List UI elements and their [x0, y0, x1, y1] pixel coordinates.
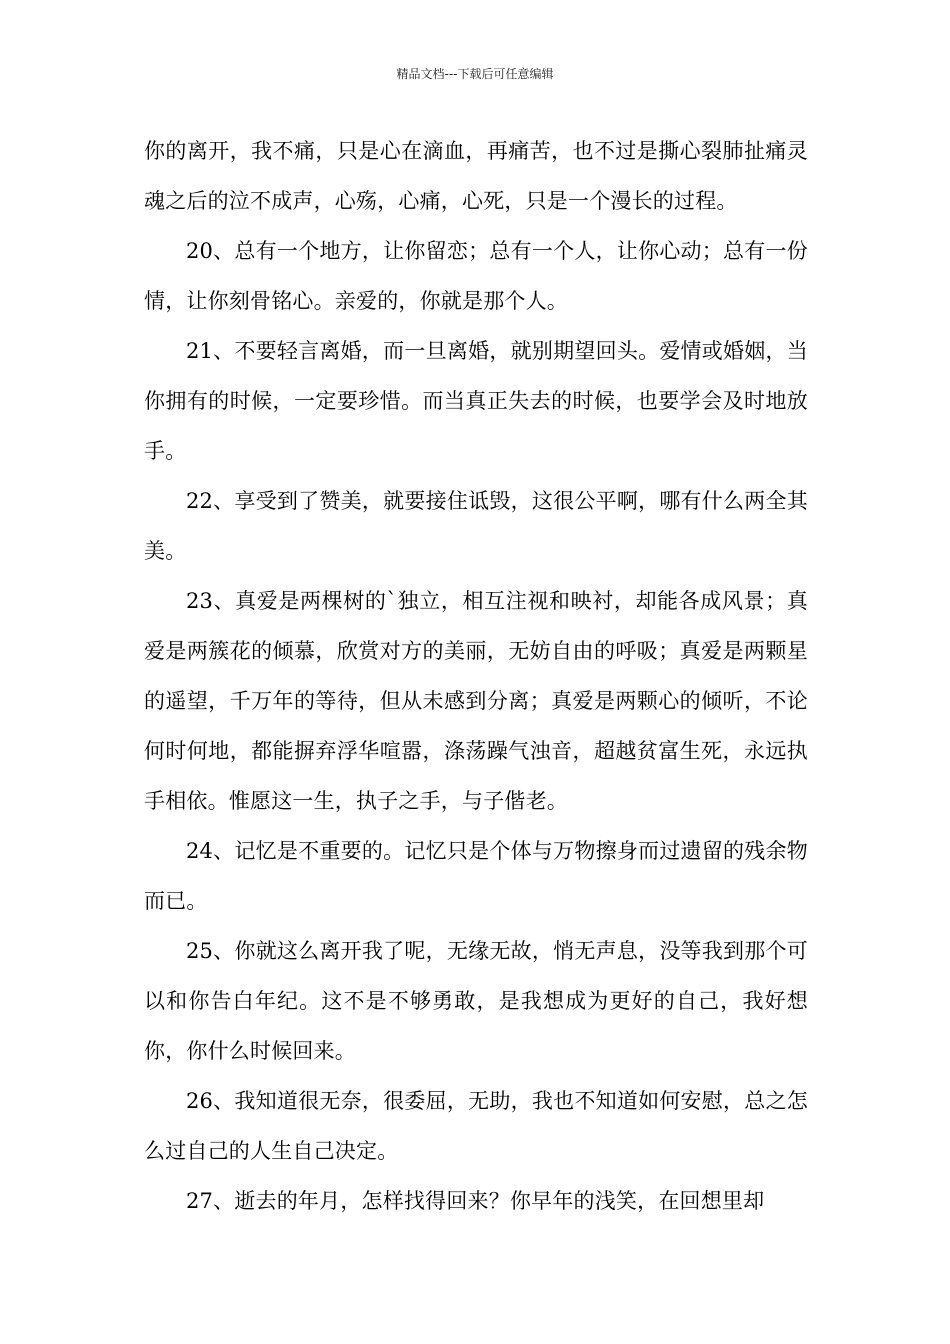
paragraph: 20、总有一个地方，让你留恋；总有一个人，让你心动；总有一份情，让你刻骨铭心。亲爱的，你就是那个人。 [144, 239, 808, 313]
document-body [144, 126, 808, 1226]
paragraph: 24、记忆是不重要的。记忆只是个体与万物擦身而过遗留的残余物而已。 [144, 839, 808, 913]
paragraph: 25、你就这么离开我了呢，无缘无故，悄无声息，没等我到那个可以和你告白年纪。这不是不够勇敢，是我想成为更好的自己，我好想你，你什么时候回来。 [144, 939, 808, 1063]
page-header: 精品文档---下载后可任意编辑 [396, 67, 554, 81]
paragraph: 27、逝去的年月，怎样找得回来？你早年的浅笑，在回想里却 [186, 1189, 765, 1213]
paragraph: 你的离开，我不痛，只是心在滴血，再痛苦，也不过是撕心裂肺扯痛灵魂之后的泣不成声，心殇，心痛，心死，只是一个漫长的过程。 [144, 139, 808, 213]
paragraph: 23、真爱是两棵树的`独立，相互注视和映衬，却能各成风景；真爱是两簇花的倾慕，欣赏对方的美丽，无妨自由的呼吸；真爱是两颗星的遥望，千万年的等待，但从未感到分离；真爱是两颗心的倾听，不论何时何地，都能摒弃浮华喧嚣，涤荡躁气浊音，超越贫富生死，永远执手相依。惟愿这一生，执子之手，与子偕老。 [144, 589, 808, 813]
paragraph: 22、享受到了赞美，就要接住诋毁，这很公平啊，哪有什么两全其美。 [144, 489, 808, 563]
paragraph: 26、我知道很无奈，很委屈，无助，我也不知道如何安慰，总之怎么过自己的人生自己决定。 [144, 1089, 808, 1163]
paragraph: 21、不要轻言离婚，而一旦离婚，就别期望回头。爱情或婚姻，当你拥有的时候，一定要珍惜。而当真正失去的时候，也要学会及时地放手。 [144, 339, 808, 463]
